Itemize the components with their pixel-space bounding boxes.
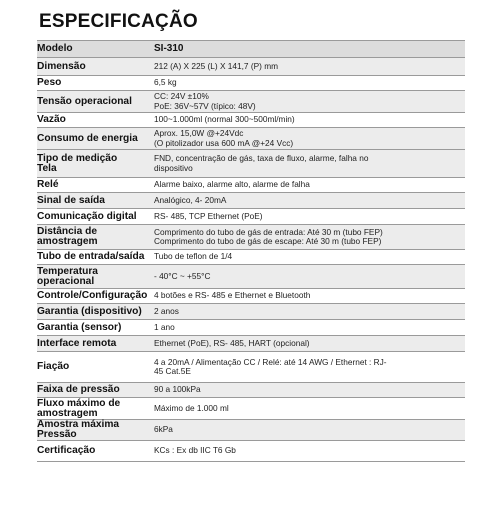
spec-value-line: Máximo de 1.000 ml (154, 402, 229, 413)
spec-label (37, 336, 154, 352)
spec-value (154, 209, 465, 225)
spec-label-line: Consumo de energia (37, 132, 138, 144)
spec-row (37, 398, 465, 420)
spec-value (154, 320, 465, 336)
spec-row (37, 225, 465, 250)
spec-row (37, 76, 465, 91)
spec-value-line: dispositivo (154, 162, 193, 173)
spec-label-line: Interface remota (37, 337, 117, 349)
spec-label (37, 209, 154, 225)
spec-label (37, 150, 154, 178)
spec-value (154, 383, 465, 398)
spec-label-line: Peso (37, 77, 62, 88)
spec-row (37, 178, 465, 193)
spec-row (37, 320, 465, 336)
spec-label-line: Garantia (sensor) (37, 321, 122, 333)
spec-value-line: Analógico, 4- 20mA (154, 194, 227, 205)
spec-value-line: 90 a 100kPa (154, 384, 201, 395)
spec-value (154, 441, 465, 462)
spec-value (154, 250, 465, 265)
spec-value (154, 289, 465, 304)
spec-value (154, 76, 465, 91)
spec-value (154, 41, 465, 58)
spec-value-line: 45 Cat.5E (154, 366, 191, 376)
spec-value (154, 178, 465, 193)
spec-label (37, 193, 154, 209)
spec-value-line: FND, concentração de gás, taxa de fluxo, alarme, falha no (154, 153, 369, 163)
spec-row (37, 304, 465, 320)
spec-value-line: 4 botões e RS- 485 e Ethernet e Bluetooth (154, 290, 311, 301)
spec-label-line: amostragem (37, 236, 98, 247)
spec-label-line: Sinal de saída (37, 194, 105, 206)
spec-value-line: 4 a 20mA / Alimentação CC / Relé: até 14 AWG / Ethernet : RJ- (154, 356, 387, 367)
spec-label (37, 352, 154, 383)
spec-value (154, 150, 465, 178)
spec-row (37, 41, 465, 58)
spec-row (37, 352, 465, 383)
spec-label-line: Amostra máxima (37, 419, 120, 430)
spec-value (154, 225, 465, 250)
spec-value-line: RS- 485, TCP Ethernet (PoE) (154, 210, 263, 221)
spec-label (37, 58, 154, 76)
spec-row (37, 383, 465, 398)
spec-value-line: Comprimento do tubo de gás de escape: Até 30 m (tubo FEP) (154, 236, 382, 246)
spec-label-line: Fluxo máximo de (37, 397, 121, 409)
spec-value-line: (O pitolizador usa 600 mA @+24 Vcc) (154, 137, 294, 148)
spec-row (37, 91, 465, 113)
spec-value-line: 6kPa (154, 424, 173, 435)
spec-label (37, 441, 154, 462)
spec-label-line: amostragem (37, 407, 98, 419)
spec-value (154, 265, 465, 289)
page-title: ESPECIFICAÇÃO (39, 11, 198, 32)
spec-label (37, 289, 154, 304)
spec-label (37, 91, 154, 113)
spec-value (154, 91, 465, 113)
spec-value-line: 6,5 kg (154, 77, 177, 88)
spec-value-line: 100~1.000ml (normal 300~500ml/min) (154, 114, 295, 125)
spec-label-line: Certificação (37, 445, 96, 456)
spec-label-line: Fiação (37, 361, 70, 372)
spec-label-line: Faixa de pressão (37, 384, 120, 395)
spec-label (37, 265, 154, 289)
spec-value-line: 2 anos (154, 305, 179, 316)
spec-value (154, 304, 465, 320)
spec-label-line: Relé (37, 179, 59, 190)
spec-label-line: Dimensão (37, 60, 86, 72)
spec-label-line: Tela (37, 162, 57, 174)
spec-label-line: Tubo de entrada/saída (37, 251, 145, 262)
spec-label (37, 178, 154, 193)
spec-value-line: KCs : Ex db IIC T6 Gb (154, 445, 236, 456)
specification-table (37, 40, 465, 462)
spec-label (37, 250, 154, 265)
spec-row (37, 113, 465, 128)
spec-row (37, 250, 465, 265)
spec-label-line: Modelo (37, 43, 73, 54)
spec-label (37, 128, 154, 150)
spec-label (37, 320, 154, 336)
spec-value-line: Ethernet (PoE), RS- 485, HART (opcional) (154, 337, 310, 348)
spec-label (37, 41, 154, 58)
spec-row (37, 58, 465, 76)
spec-label-line: Tensão operacional (37, 95, 132, 107)
spec-value (154, 128, 465, 150)
spec-row (37, 441, 465, 462)
spec-value (154, 352, 465, 383)
spec-label (37, 113, 154, 128)
spec-value (154, 58, 465, 76)
spec-value-line: Alarme baixo, alarme alto, alarme de falha (154, 179, 310, 190)
spec-label-line: Distância de (37, 226, 98, 237)
spec-label-line: Controle/Configuração (37, 290, 148, 301)
spec-value-line: Comprimento do tubo de gás de entrada: Até 30 m (tubo FEP) (154, 226, 383, 237)
spec-label (37, 76, 154, 91)
spec-row (37, 420, 465, 441)
spec-value-line: - 40°C ~ +55°C (154, 270, 211, 281)
spec-label-line: Pressão (37, 429, 77, 440)
spec-row (37, 193, 465, 209)
spec-label-line: operacional (37, 275, 95, 287)
spec-label-line: Comunicação digital (37, 210, 137, 222)
spec-label (37, 304, 154, 320)
spec-value (154, 113, 465, 128)
spec-value-line: Aprox. 15,0W @+24Vdc (154, 128, 244, 138)
spec-row (37, 265, 465, 289)
spec-value-line: 1 ano (154, 321, 175, 332)
spec-label-line: Tipo de medição (37, 152, 118, 164)
spec-label-line: Garantia (dispositivo) (37, 305, 142, 317)
spec-value-line: PoE: 36V~57V (típico: 48V) (154, 100, 256, 111)
spec-row (37, 150, 465, 178)
spec-value (154, 193, 465, 209)
spec-value (154, 336, 465, 352)
spec-value-line: Tubo de teflon de 1/4 (154, 251, 233, 262)
spec-value-line: CC: 24V ±10% (154, 91, 209, 101)
spec-label (37, 383, 154, 398)
spec-row (37, 336, 465, 352)
spec-value (154, 398, 465, 420)
spec-label-line: Temperatura (37, 265, 98, 277)
spec-value (154, 420, 465, 441)
spec-label (37, 398, 154, 420)
spec-label (37, 420, 154, 441)
spec-label-line: Vazão (37, 114, 66, 125)
spec-value-line: SI-310 (154, 43, 184, 55)
spec-row (37, 289, 465, 304)
spec-row (37, 128, 465, 150)
spec-row (37, 209, 465, 225)
spec-value-line: 212 (A) X 225 (L) X 141,7 (P) mm (154, 60, 279, 71)
spec-label (37, 225, 154, 250)
